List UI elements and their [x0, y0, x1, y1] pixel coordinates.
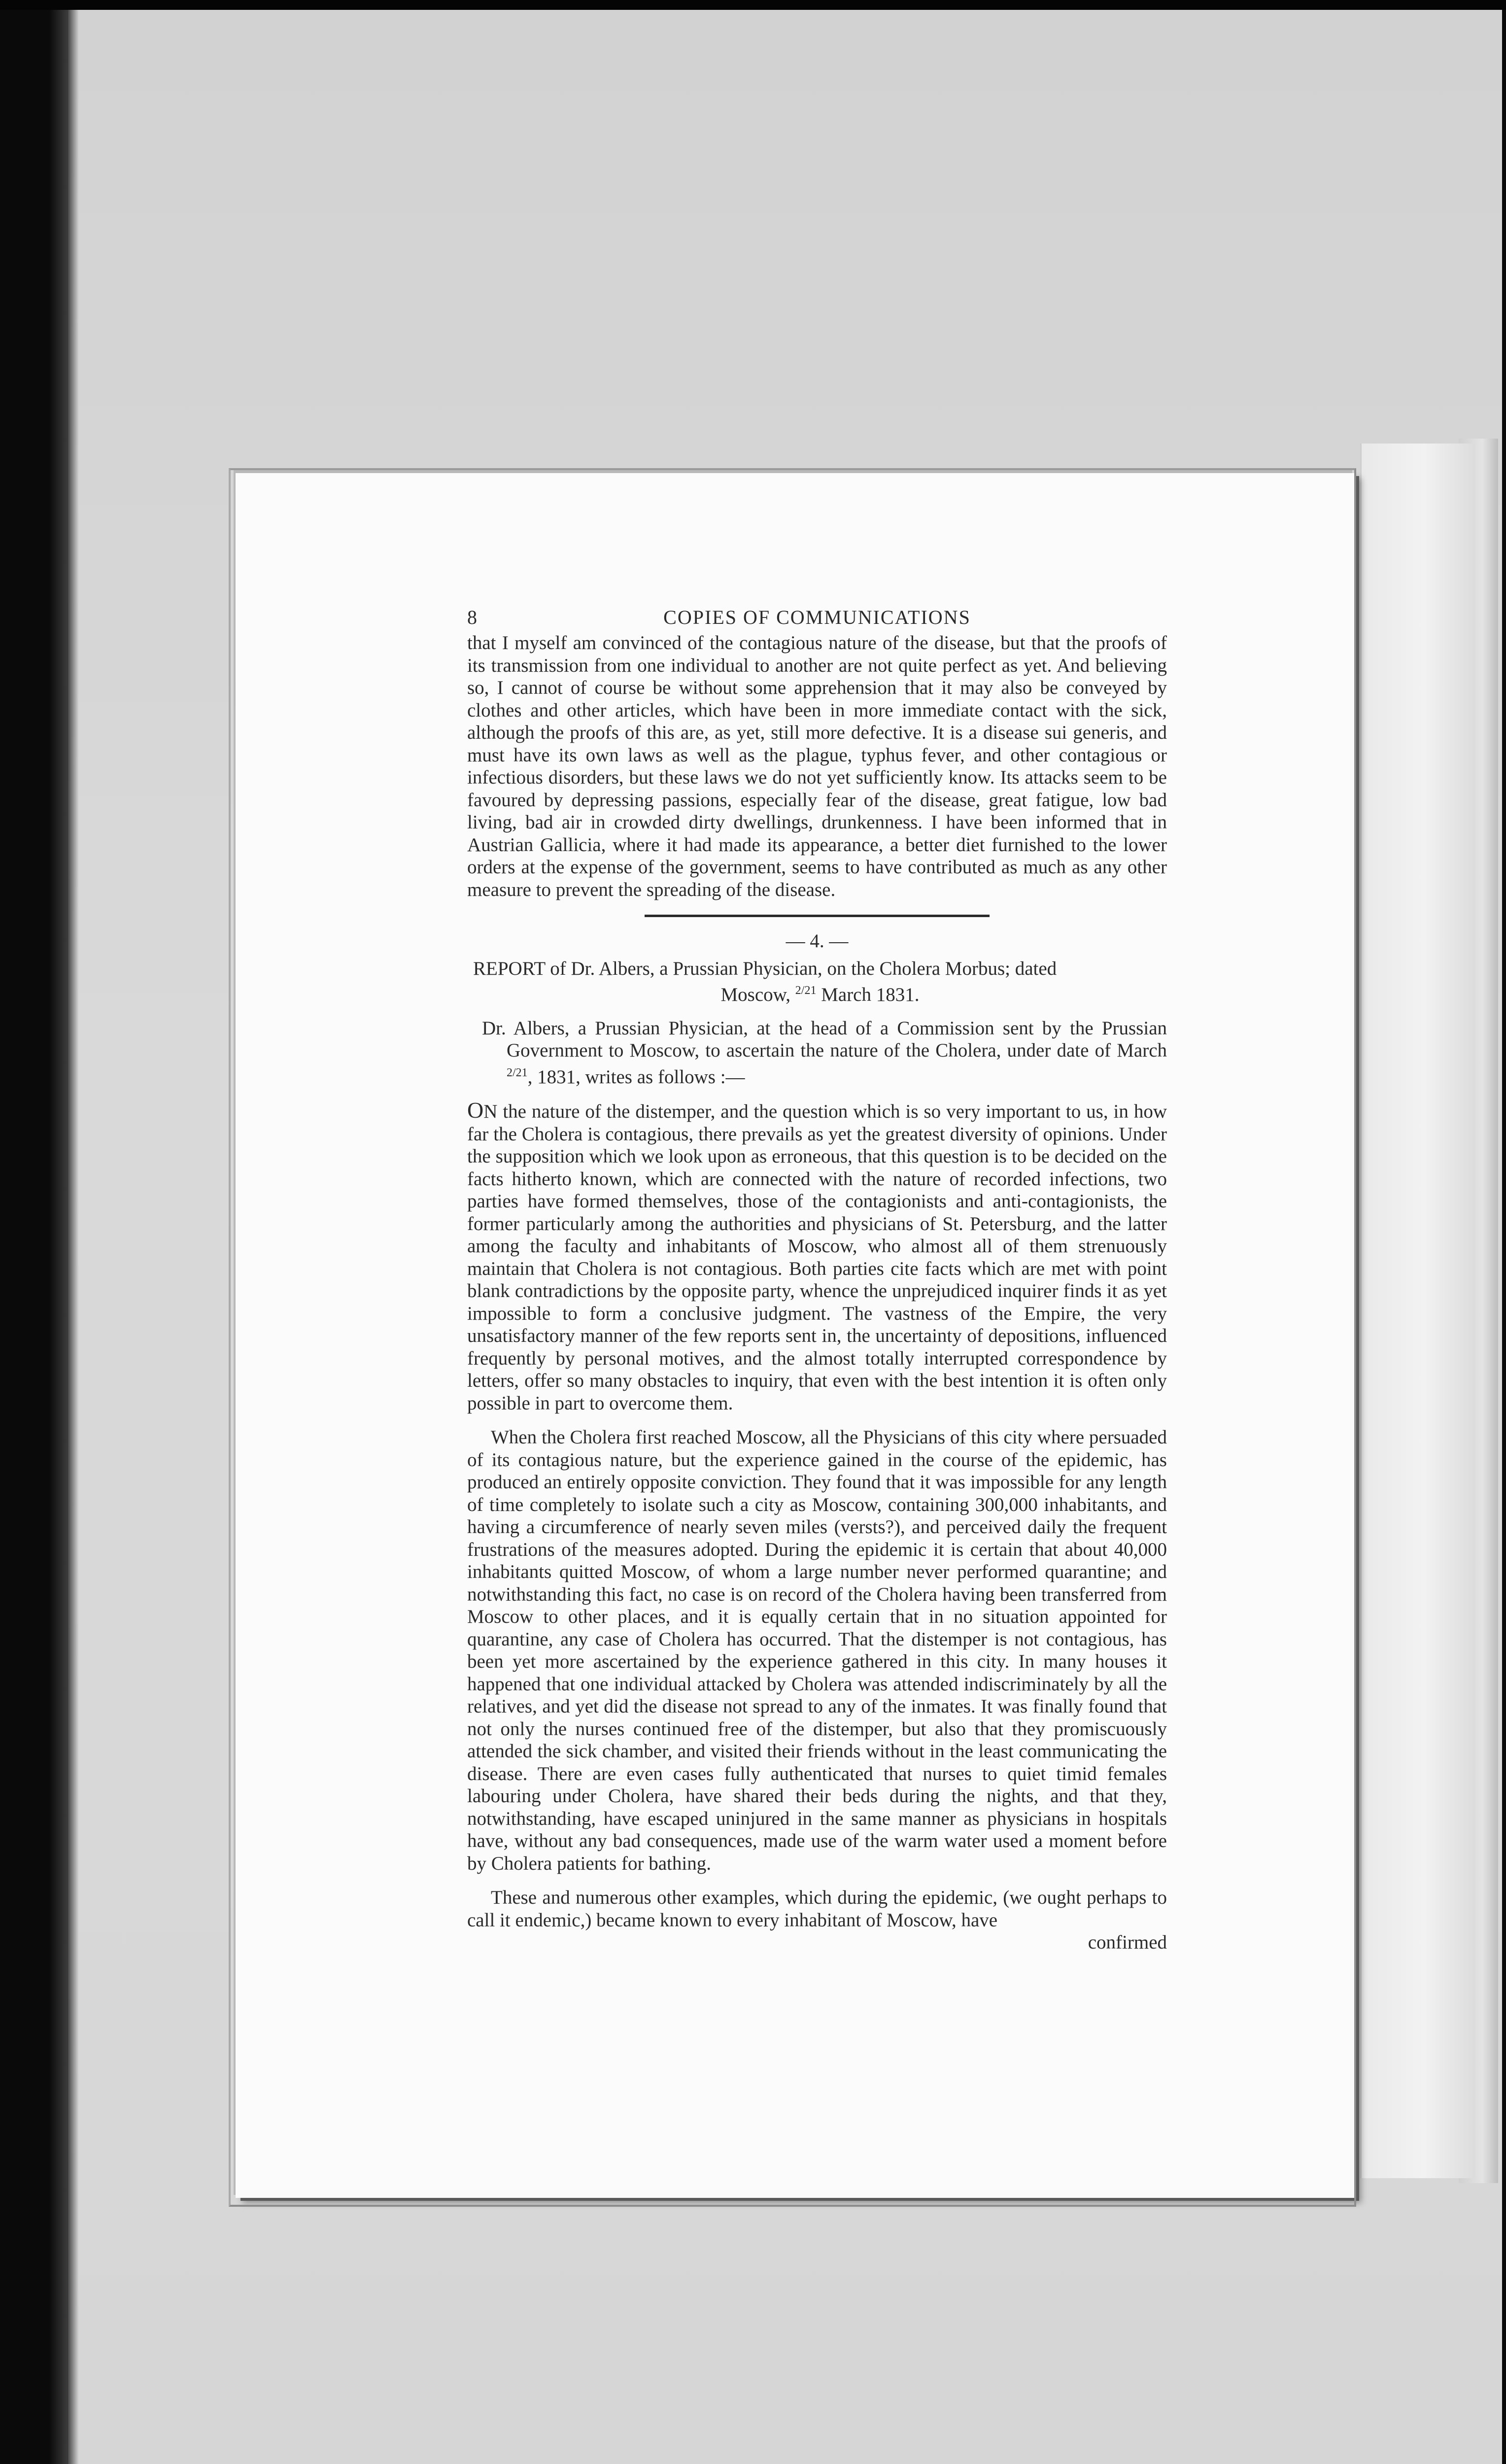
report-title-place: Moscow,	[720, 984, 791, 1005]
running-head	[467, 606, 1167, 632]
paragraph-1-text: N the nature of the distemper, and the question which is so very important to us, in how far the Cholera is contagious, there prevails as yet the greatest diversity of opinions. Under the supposition which we look upon as erroneous, that this question is to be decided on the facts hitherto known, which are connected with the nature of recorded infections, two parties have formed themselves, those of the contagionists and anti-contagionists, the former particularly among the authorities and physicians of St. Petersburg, and the latter among the faculty and inhabitants of Moscow, who almost all of them strenuously maintain that Cholera is not contagious. Both parties cite facts which are met with point blank contradictions by the opposite party, whence the unprejudiced inquirer finds it as yet impossible to form a conclusive judgment. The vastness of the Empire, the very unsatisfactory manner of the few reports sent in, the uncertainty of depositions, influenced frequently by personal motives, and the almost totally interrupted correspondence by letters, offer so many obstacles to inquiry, that even with the best intention it is often only possible in part to overcome them.	[467, 1101, 1167, 1414]
underlying-sheet	[1360, 444, 1475, 2178]
section-divider	[645, 915, 990, 917]
report-intro-text: Dr. Albers, a Prussian Physician, at the head of a Commission sent by the Prussian Government to Moscow, to ascertain the nature of the Cholera, under date of March	[482, 1017, 1167, 1061]
report-intro-date: , 1831, writes as follows :—	[527, 1066, 745, 1088]
report-title-line2	[467, 980, 1167, 1006]
paragraph-3: These and numerous other examples, which during the epidemic, (we ought perhaps to call it endemic,) became known to every inhabitant of Moscow, have	[467, 1887, 1167, 1931]
report-title	[467, 958, 1167, 1006]
paragraph-1	[467, 1099, 1167, 1414]
page-text	[467, 606, 1167, 1954]
report-intro-fraction: 2/21	[507, 1066, 528, 1079]
paragraph-2: When the Cholera first reached Moscow, all the Physicians of this city where persuaded of its contagious nature, but the experience gained in the course of the epidemic, has produced an entirely opposite conviction. They found that it was impossible for any length of time completely to isolate such a city as Moscow, containing 300,000 inhabitants, and having a circumference of nearly seven miles (versts?), and perceived daily the frequent frustrations of the measures adopted. During the epidemic it is certain that about 40,000 inhabitants quitted Moscow, of whom a large number never performed quarantine; and notwithstanding this fact, no case is on record of the Cholera having been transferred from Moscow to other places, and it is equally certain that in no situation appointed for quarantine, any case of Cholera has occurred. That the distemper is not contagious, has been yet more ascertained by the experience gathered in this city. In many houses it happened that one individual attacked by Cholera was attended indiscriminately by all the relatives, and yet did the disease not spread to any of the inmates. It was finally found that not only the nurses continued free of the distemper, but also that they promiscuously attended the sick chamber, and visited their friends without in the least communicating the disease. There are even cases fully authenticated that nurses to quiet timid females labouring under Cholera, have shared their beds during the nights, and that they, notwithstanding, have escaped uninjured in the same manner as physicians in hospitals have, without any bad consequences, made use of the warm water used a moment before by Cholera patients for bathing.	[467, 1427, 1167, 1874]
report-title-line1: REPORT of Dr. Albers, a Prussian Physician, on the Cholera Morbus; dated	[473, 958, 1057, 979]
page-number: 8	[467, 606, 478, 628]
document-page	[236, 473, 1354, 2198]
running-title: COPIES OF COMMUNICATIONS	[663, 606, 971, 628]
paragraph-1-initial: O	[467, 1097, 484, 1123]
catchword: confirmed	[1088, 1932, 1167, 1953]
report-title-date-fraction: 2/21	[795, 984, 817, 997]
film-edge	[0, 0, 1506, 10]
section-number: — 4. —	[786, 930, 849, 952]
report-title-date: March 1831.	[821, 984, 920, 1005]
continuation-paragraph: that I myself am convinced of the contagious nature of the disease, but that the proofs of its transmission from one individual to another are not quite perfect as yet. And believing so, I cannot of course be without some apprehension that it may also be conveyed by clothes and other articles, which have been in more immediate contact with the sick, although the proofs of this are, as yet, still more defective. It is a disease sui generis, and must have its own laws as well as the plague, typhus fever, and other contagious or infectious disorders, but these laws we do not yet sufficiently know. Its attacks seem to be favoured by depressing passions, especially fear of the disease, great fatigue, low bad living, bad air in crowded dirty dwellings, drunkenness. I have been informed that in Austrian Gallicia, where it had made its appearance, a better diet furnished to the lower orders at the expense of the government, seems to have contributed as much as any other measure to prevent the spreading of the disease.	[467, 632, 1167, 900]
report-intro	[482, 1017, 1167, 1089]
frame-shadow	[49, 10, 79, 2464]
